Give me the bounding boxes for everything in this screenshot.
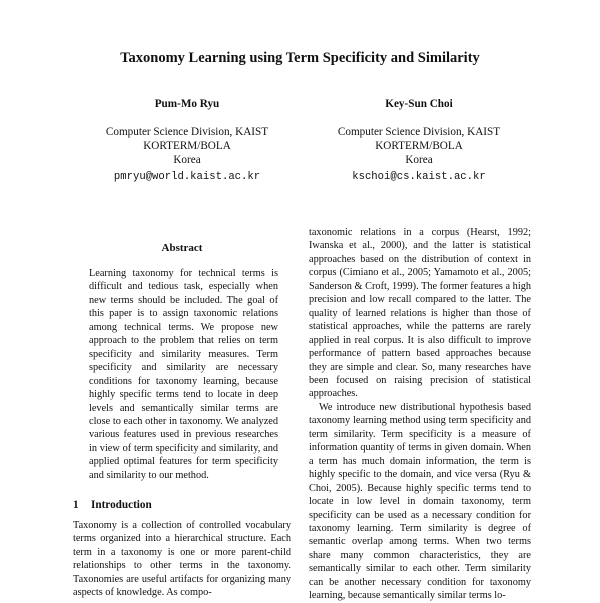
- author-name: Key-Sun Choi: [385, 98, 453, 110]
- author-email: pmryu@world.kaist.ac.kr: [113, 171, 261, 183]
- right-column: [309, 226, 531, 603]
- body-paragraph-2: We introduce new distributional hypothesis based taxonomy learning method using term specificity and term similarity. Term specificity is a measure of information quantity of terms in given domain. When a term has much domain information, the term is highly specific to the domain, and vice versa (Ryu & Choi, 2005). Because highly specific terms tend to locate in low level in domain taxonomy, term specificity can be used as a necessary condition for taxonomy learning. Term similarity is degree of semantic overlap among terms. When two terms share many common characteristics, they are semantically similar to each other. Term similarity can be another necessary condition for taxonomy learning, because semantically similar terms lo-: [309, 401, 531, 602]
- section-heading: [73, 499, 152, 512]
- author-name: Pum-Mo Ryu: [154, 98, 220, 110]
- author-affiliation: Computer Science Division, KAIST: [105, 126, 269, 138]
- author-block-2: [289, 97, 549, 184]
- abstract-heading: Abstract: [161, 242, 203, 254]
- author-block-1: [57, 97, 317, 184]
- author-group: KORTERM/BOLA: [375, 140, 463, 152]
- intro-text: Taxonomy is a collection of controlled vocabulary terms organized into a hierarchical structure. Each term in a taxonomy is one or more parent-child relationships to other terms in the taxonomy. Taxonomies are useful artifacts for organizing many aspects of knowledge. As compo-: [73, 520, 291, 599]
- section-number: 1: [73, 499, 79, 511]
- author-email: kschoi@cs.kaist.ac.kr: [352, 171, 486, 183]
- author-affiliation: Computer Science Division, KAIST: [337, 126, 501, 138]
- body-paragraph-1: taxonomic relations in a corpus (Hearst, 1992; Iwanska et al., 2000), and the latter is statistical approaches based on the distribution of context in corpus (Cimiano et al., 2005; Yamamoto et al., 2005; Sanderson & Croft, 1999). The former features a high precision and low recall compared to the latter. The quality of learned relations is higher than those of statistical approaches, while the patterns are rarely applied in real corpus. It is also difficult to improve performance of pattern based approaches because they are simple and clear. So, many researches have been focused on raising precision of statistical approaches.: [309, 227, 531, 400]
- author-group: KORTERM/BOLA: [143, 140, 231, 152]
- author-country: Korea: [173, 154, 201, 166]
- section-title: Introduction: [91, 499, 152, 511]
- abstract-text: Learning taxonomy for technical terms is difficult and tedious task, especially when new terms should be included. The goal of this paper is to assign taxonomic relations among technical terms. We propose new approach to the problem that relies on term specificity and similarity measures. Term specificity and similarity are necessary conditions for taxonomy learning, because highly specific terms tend to locate in deep levels and semantically similar terms are close to each other in taxonomy. We analyzed various features used in previous researches in view of term specificity and similarity, and applied optimal features for term specificity and similarity to our method.: [89, 268, 278, 481]
- paper-title: Taxonomy Learning using Term Specificity and Similarity: [120, 50, 480, 66]
- author-country: Korea: [405, 154, 433, 166]
